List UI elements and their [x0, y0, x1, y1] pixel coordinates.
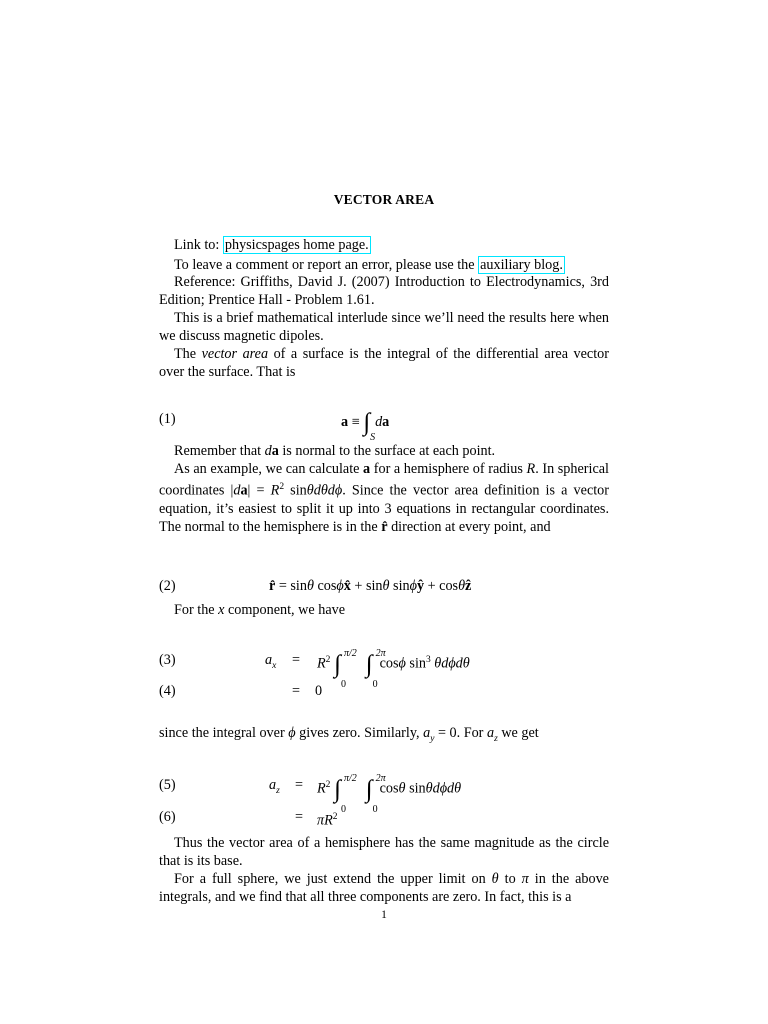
- equation-3: [159, 647, 609, 690]
- example-paragraph: As an example, we can calculate a for a hemisphere of radius R. In spherical coordinates $|da| = R^2$ sinθdθdϕ. Since the vector area definition is a vector equation, it’s easiest to split it up into 3 equations in rectangular coordinates. The normal to the hemisphere is in the r̂ direction at every point, and: [159, 461, 610, 535]
- since-text-a: since the integral over: [159, 725, 289, 741]
- equals-sign: =: [295, 809, 304, 825]
- example-text-c: . In spherical coordinates: [159, 461, 609, 499]
- definition-post: of a surface is the integral of the differential area vector over the surface. That is: [159, 346, 609, 380]
- equation-5: [159, 772, 609, 815]
- auxiliary-blog-link[interactable]: auxiliary blog.: [480, 257, 563, 273]
- equation-rhs: $R^2$ ∫ π/2 0 ∫ 2π 0 cosθ sinθdϕdθ: [317, 776, 461, 798]
- equation-rhs: 0: [315, 683, 323, 699]
- equation-number: (6): [159, 809, 176, 825]
- integral-lower-limit: 0: [372, 678, 378, 690]
- paper-page: [159, 0, 609, 1024]
- page-title: VECTOR AREA: [333, 192, 435, 207]
- outer-integral: [333, 647, 357, 690]
- since-text-d: we get: [497, 725, 539, 741]
- equation-number: (1): [159, 411, 176, 427]
- x-component-paragraph: For the x component, we have: [174, 602, 346, 618]
- since-text-b: gives zero. Similarly,: [295, 725, 424, 741]
- intro-paragraph: This is a brief mathematical interlude since we’ll need the results here when we discuss magnetic dipoles.: [159, 310, 609, 344]
- since-text-c: . For: [456, 725, 487, 741]
- equation-body: $a_x$: [265, 652, 277, 671]
- page-number: 1: [381, 909, 387, 921]
- integral-sign: ∫: [365, 650, 373, 678]
- integral-sign: ∫: [363, 409, 371, 436]
- inner-integral: [365, 772, 386, 815]
- full-sphere-text-c: in the above integrals, and we find that all three components are zero. In fact, this is a: [159, 871, 609, 905]
- equation-body: r̂ = sinθ cosϕx̂ + sinθ sinϕŷ + cosθẑ: [269, 578, 472, 594]
- integral-sign: ∫: [365, 775, 373, 803]
- integral-lower-limit: 0: [340, 803, 346, 815]
- vector-area-term: vector area: [201, 346, 269, 362]
- comment-prefix: To leave a comment or report an error, please use the: [174, 257, 479, 273]
- full-sphere-text-b: to: [498, 871, 522, 887]
- definition-paragraph: [159, 345, 609, 381]
- conclusion-paragraph: Thus the vector area of a hemisphere has the same magnitude as the circle that is its base.: [159, 835, 609, 869]
- example-text-a: As an example, we can calculate: [174, 461, 364, 477]
- example-text-e: direction at every point, and: [387, 518, 551, 535]
- outer-integral: [333, 772, 357, 815]
- equation-4: [159, 682, 609, 702]
- x-component-text-b: component, we have: [224, 602, 346, 618]
- equation-2: [159, 577, 609, 597]
- inner-integral: [365, 647, 386, 690]
- remember-paragraph: Remember that da is normal to the surface at each point.: [174, 443, 496, 459]
- equation-1: [159, 409, 609, 443]
- x-component-text-a: For the: [174, 602, 219, 618]
- remember-text-b: is normal to the surface at each point.: [278, 443, 496, 459]
- integral-lower-limit: 0: [340, 678, 346, 690]
- integral-upper-limit: π/2: [343, 647, 357, 659]
- remember-text-a: Remember that: [174, 443, 265, 459]
- integral-sign: ∫: [333, 775, 341, 803]
- equation-body: $a_z$: [269, 777, 280, 796]
- since-paragraph: since the integral over ϕ gives zero. Similarly, $a_y = 0$. For $a_z$ we get: [159, 725, 539, 744]
- equals-sign: =: [292, 652, 301, 668]
- equation-rhs: $\pi R^2$: [317, 812, 338, 829]
- integral-upper-limit: π/2: [343, 772, 357, 784]
- comment-paragraph: [159, 256, 609, 274]
- physicspages-home-link[interactable]: physicspages home page.: [224, 237, 369, 253]
- integral-sign: ∫: [333, 650, 341, 678]
- equation-number: (4): [159, 683, 176, 699]
- equation-rhs: $R^2$ ∫ π/2 0 ∫ 2π 0 cosϕ $\sin^3 \theta d\phi d\theta$: [317, 651, 470, 673]
- reference-paragraph: Reference: Griffiths, David J. (2007) Introduction to Electrodynamics, 3rd Edition; Prentice Hall - Problem 1.61.: [159, 274, 609, 308]
- integral-lower-limit: 0: [372, 803, 378, 815]
- equation-body: $a \equiv \int_Sda$: [341, 409, 390, 443]
- link-prefix: Link to:: [174, 237, 223, 253]
- integral-subscript: S: [370, 432, 376, 443]
- equation-number: (3): [159, 652, 176, 668]
- definition-pre: The: [174, 346, 202, 362]
- equals-sign: =: [292, 683, 301, 699]
- full-sphere-text-a: For a full sphere, we just extend the upper limit on: [174, 871, 492, 887]
- equals-sign: =: [295, 777, 304, 793]
- integral-upper-limit: 2π: [375, 647, 386, 659]
- integral-upper-limit: 2π: [375, 772, 386, 784]
- link-paragraph: [159, 236, 609, 254]
- equation-number: (5): [159, 777, 176, 793]
- example-text-b: for a hemisphere of radius: [370, 461, 527, 477]
- equation-6: [159, 808, 609, 828]
- full-sphere-paragraph: For a full sphere, we just extend the upper limit on θ to π in the above integrals, and we find that all three components are zero. In fact, this is a: [159, 871, 609, 905]
- example-text-d: . Since the vector area definition is a vector equation, it’s easiest to split it up into 3 equations in rectangular coordinates. The normal to the hemisphere is in the: [159, 482, 610, 535]
- equation-number: (2): [159, 578, 176, 594]
